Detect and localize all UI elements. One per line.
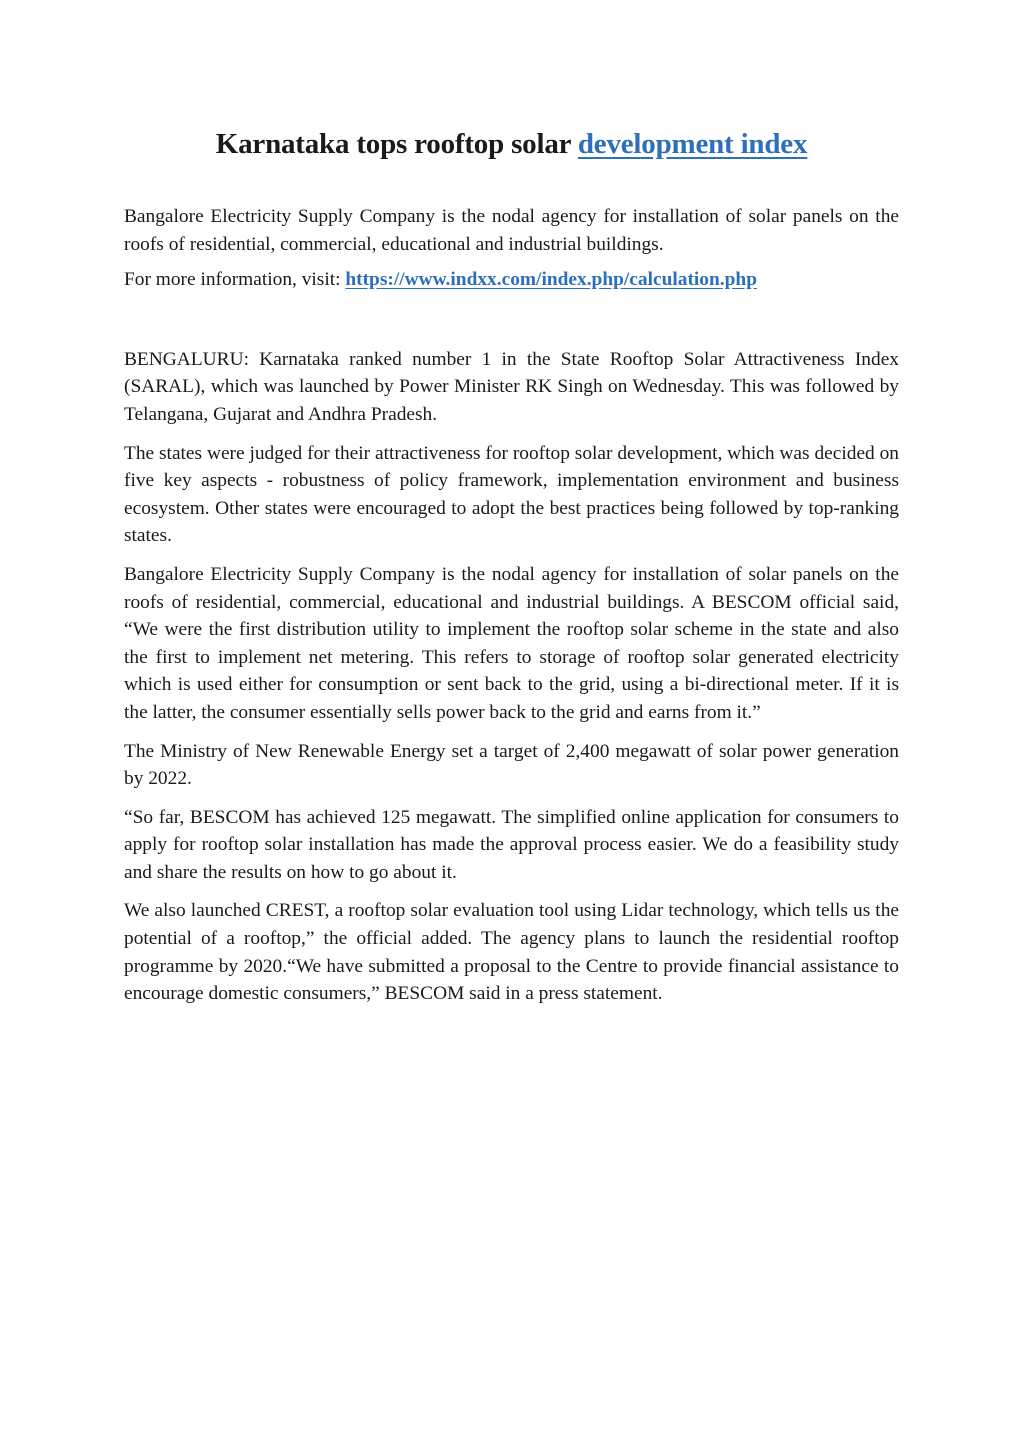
more-info-line <box>124 266 899 294</box>
title-text: Karnataka tops rooftop solar <box>215 128 578 160</box>
body-paragraph-2: The states were judged for their attractiveness for rooftop solar development, which was decided on five key aspects - robustness of policy framework, implementation environment and business ecosystem. Other states were encouraged to adopt the best practices being followed by top-ranking states. <box>124 442 899 547</box>
body-paragraph-5: “So far, BESCOM has achieved 125 megawatt. The simplified online application for consumers to apply for rooftop solar installation has made the approval process easier. We do a feasibility study and share the results on how to go about it. <box>124 806 899 883</box>
document-page <box>124 0 899 1008</box>
body-paragraph-1: BENGALURU: Karnataka ranked number 1 in the State Rooftop Solar Attractiveness Index (SARAL), which was launched by Power Minister RK Singh on Wednesday. This was followed by Telangana, Gujarat and Andhra Pradesh. <box>124 348 899 425</box>
body-paragraph-3: Bangalore Electricity Supply Company is the nodal agency for installation of solar panels on the roofs of residential, commercial, educational and industrial buildings. A BESCOM official said, “We were the first distribution utility to implement the rooftop solar scheme in the state and also the first to implement net metering. This refers to storage of rooftop solar generated electricity which is used either for consumption or sent back to the grid, using a bi-directional meter. If it is the latter, the consumer essentially sells power back to the grid and earns from it.” <box>124 563 899 723</box>
page-title <box>124 124 899 164</box>
more-info-label: For more information, visit: <box>124 269 346 291</box>
calculation-link[interactable]: https://www.indxx.com/index.php/calculation.php <box>345 269 757 291</box>
title-link[interactable]: development index <box>577 128 808 160</box>
body-paragraph-4: The Ministry of New Renewable Energy set a target of 2,400 megawatt of solar power generation by 2022. <box>124 740 899 790</box>
body-paragraph-6: We also launched CREST, a rooftop solar evaluation tool using Lidar technology, which tells us the potential of a rooftop,” the official added. The agency plans to launch the residential rooftop programme by 2020.“We have submitted a proposal to the Centre to provide financial assistance to encourage domestic consumers,” BESCOM said in a press statement. <box>124 900 899 1005</box>
lead-paragraph: Bangalore Electricity Supply Company is the nodal agency for installation of solar panels on the roofs of residential, commercial, educational and industrial buildings. <box>124 206 899 255</box>
